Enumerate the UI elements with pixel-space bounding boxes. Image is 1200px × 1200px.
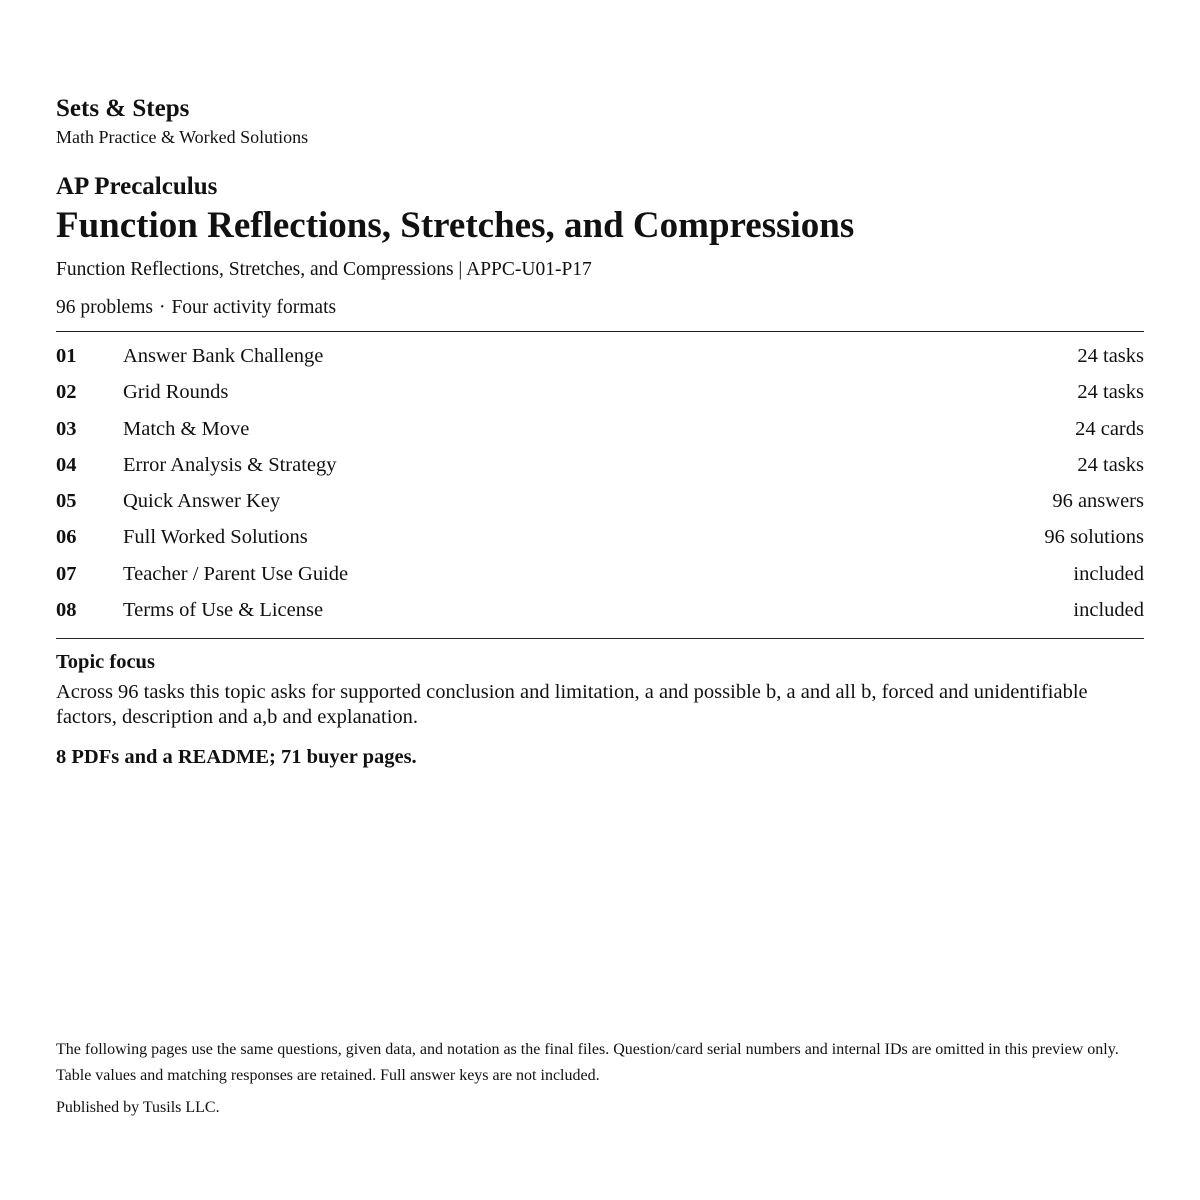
contents-row	[56, 595, 1144, 631]
activity-formats: Four activity formats	[171, 297, 337, 318]
contents-count: 96 solutions	[1044, 526, 1144, 549]
contents-label: Grid Rounds	[123, 381, 229, 404]
contents-number: 02	[56, 381, 77, 404]
contents-number: 07	[56, 562, 77, 585]
contents-count: 24 tasks	[1077, 381, 1144, 404]
contents-label: Answer Bank Challenge	[123, 345, 324, 367]
contents-label: Error Analysis & Strategy	[123, 453, 337, 476]
contents-number: 04	[56, 453, 77, 476]
contents-label: Full Worked Solutions	[123, 526, 308, 549]
cover-page	[56, 92, 1144, 772]
page-title: Function Reflections, Stretches, and Compressions	[56, 205, 855, 246]
contents-row	[56, 377, 1144, 413]
contents-count: included	[1073, 599, 1144, 622]
contents-row	[56, 522, 1144, 558]
problem-count: 96 problems	[56, 297, 153, 318]
contents-label: Teacher / Parent Use Guide	[123, 562, 349, 585]
contents-count: included	[1073, 562, 1144, 585]
contents-list	[56, 332, 1144, 638]
contents-count: 24 tasks	[1077, 345, 1144, 367]
contents-row	[56, 486, 1144, 522]
contents-number: 03	[56, 417, 77, 440]
brand-tagline: Math Practice & Worked Solutions	[56, 127, 309, 147]
contents-row	[56, 559, 1144, 595]
contents-label: Terms of Use & License	[123, 599, 324, 622]
contents-row	[56, 341, 1144, 377]
contents-label: Quick Answer Key	[123, 490, 281, 513]
contents-count: 24 tasks	[1077, 453, 1144, 476]
contents-count: 24 cards	[1075, 417, 1144, 440]
contents-row	[56, 450, 1144, 486]
course-name: AP Precalculus	[56, 173, 218, 200]
contents-count: 96 answers	[1052, 490, 1144, 513]
topic-heading: Topic focus	[56, 651, 155, 674]
publisher-line: Published by Tusils LLC.	[56, 1099, 220, 1116]
contents-number: 01	[56, 345, 77, 367]
contents-number: 08	[56, 599, 77, 622]
contents-row	[56, 414, 1144, 450]
contents-number: 06	[56, 526, 77, 549]
contents-number: 05	[56, 490, 77, 513]
meta-separator: ·	[158, 297, 166, 318]
brand-name: Sets & Steps	[56, 95, 190, 122]
files-summary: 8 PDFs and a README; 71 buyer pages.	[56, 746, 417, 769]
footer	[56, 1037, 1144, 1121]
product-code-line: Function Reflections, Stretches, and Compressions | APPC-U01-P17	[56, 259, 592, 280]
topic-description: Across 96 tasks this topic asks for supported conclusion and limitation, a and possible b, a and all b, forced and unidentifiable factors, description and a,b and explanation.	[56, 681, 1088, 729]
product-meta	[56, 293, 1144, 323]
preview-note: The following pages use the same questions, given data, and notation as the final files. Question/card serial numbers and internal IDs are omitted in this preview only. Table values and matching responses are retained. Full answer keys are not included.	[56, 1041, 1119, 1084]
bottom-divider	[56, 638, 1144, 639]
contents-label: Match & Move	[123, 417, 250, 440]
